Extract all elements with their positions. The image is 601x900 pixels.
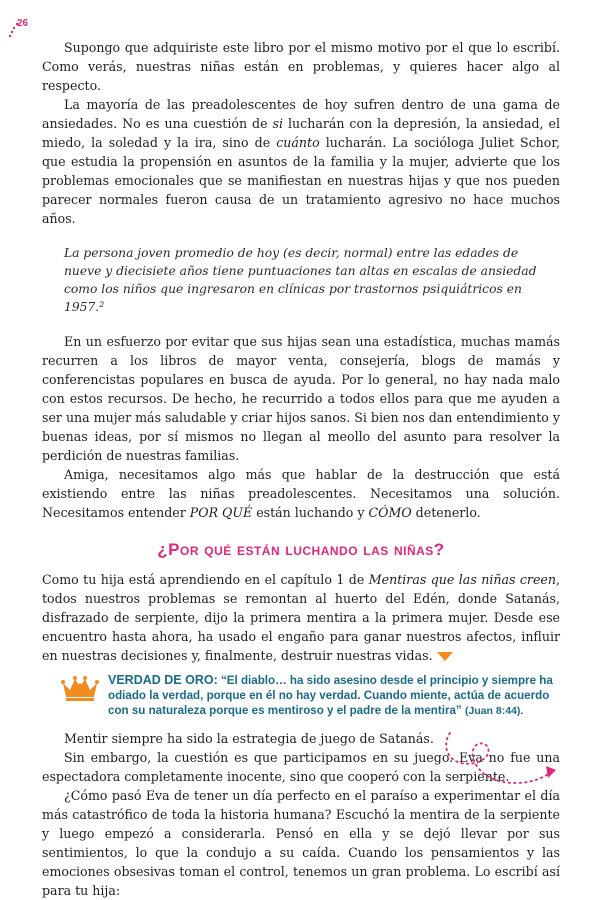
gold-text: “El diablo… ha sido asesino desde el principio y siempre ha odiado la verdad, porque en él no hay verdad. Cuando miente, actúa de acuerdo con su naturaleza porque es mentiroso y el padre de la mentira”: [108, 674, 553, 717]
paragraph: Como tu hija está aprendiendo en el capítulo 1 de Mentiras que las niñas creen, todos nuestros problemas se remontan al huerto del Edén, donde Satanás, disfrazado de serpiente, dijo la primera mentira a la primera mujer. Desde ese encuentro hasta ahora, ha usado el engaño para ganar nuestros afectos, influir en nuestras decisiones y, finalmente, destruir nuestras vidas.: [42, 572, 560, 663]
paragraph: La mayoría de las preadolescentes de hoy sufren dentro de una gama de ansiedades. No es una cuestión de si lucharán con la depresión, la ansiedad, el miedo, la soledad y la ira, sino de cuánto lucharán. La socióloga Juliet Schor, que estudia la propensión en asuntos de la familia y la mujer, advierte que los problemas emocionales que se manifiestan en nuestras hijas y que nos pueden parecer normales fueron causa de un tratamiento agresivo no hace muchos años.: [42, 97, 560, 226]
paragraph: Amiga, necesitamos algo más que hablar de la destrucción que está existiendo entre las niñas preadolescentes. Necesitamos una solución. Necesitamos entender POR QUÉ están luchando y CÓMO detenerlo.: [42, 467, 560, 520]
section-title: ¿Por qué están luchando las niñas?: [157, 540, 445, 559]
gold-label: VERDAD DE ORO:: [108, 673, 218, 687]
crown-icon: [60, 673, 100, 703]
gold-reference: (Juan 8:44).: [464, 705, 524, 717]
gold-truth-callout: [42, 673, 560, 719]
paragraph: Sin embargo, la cuestión es que participamos en su juego. Eva no fue una espectadora completamente inocente, sino que cooperó con la serpiente.: [42, 750, 560, 784]
paragraph: Supongo que adquiriste este libro por el mismo motivo por el que lo escribí. Como verás, nuestras niñas están en problemas, y quieres hacer algo al respecto.: [42, 40, 560, 93]
page-number: 26: [17, 18, 29, 29]
arrow-down-icon: [437, 652, 453, 661]
block-quote: La persona joven promedio de hoy (es decir, normal) entre las edades de nueve y diecisiete años tiene puntuaciones tan altas en escalas de ansiedad como los niños que ingresaron en clínicas por trastornos psiquiátricos en 1957.²: [64, 246, 537, 314]
dotted-swirl-decoration: [420, 728, 570, 808]
paragraph: En un esfuerzo por evitar que sus hijas sean una estadística, muchas mamás recurren a los libros de mayor venta, consejería, blogs de mamás y conferencistas populares en busca de ayuda. Por lo general, no hay nada malo con estos recursos. De hecho, he recurrido a todos ellos para que me ayuden a ser una mujer más saludable y criar hijos sanos. Si bien nos dan entendimiento y buenas ideas, por sí mismos no llegan al meollo del asunto para resolver la perdición de nuestras familias.: [42, 334, 560, 463]
paragraph: ¿Cómo pasó Eva de tener un día perfecto en el paraíso a experimentar el día más catastrófico de toda la historia humana? Escuchó la mentira de la serpiente y luego empezó a considerarla. Pensó en ella y se dejó llevar por sus sentimientos, lo que la condujo a su caída. Cuando los pensamientos y las emociones obsesivas toman el control, tenemos un gran problema. Lo escribí así para tu hija:: [42, 788, 560, 898]
paragraph: Mentir siempre ha sido la estrategia de juego de Satanás.: [64, 731, 434, 746]
